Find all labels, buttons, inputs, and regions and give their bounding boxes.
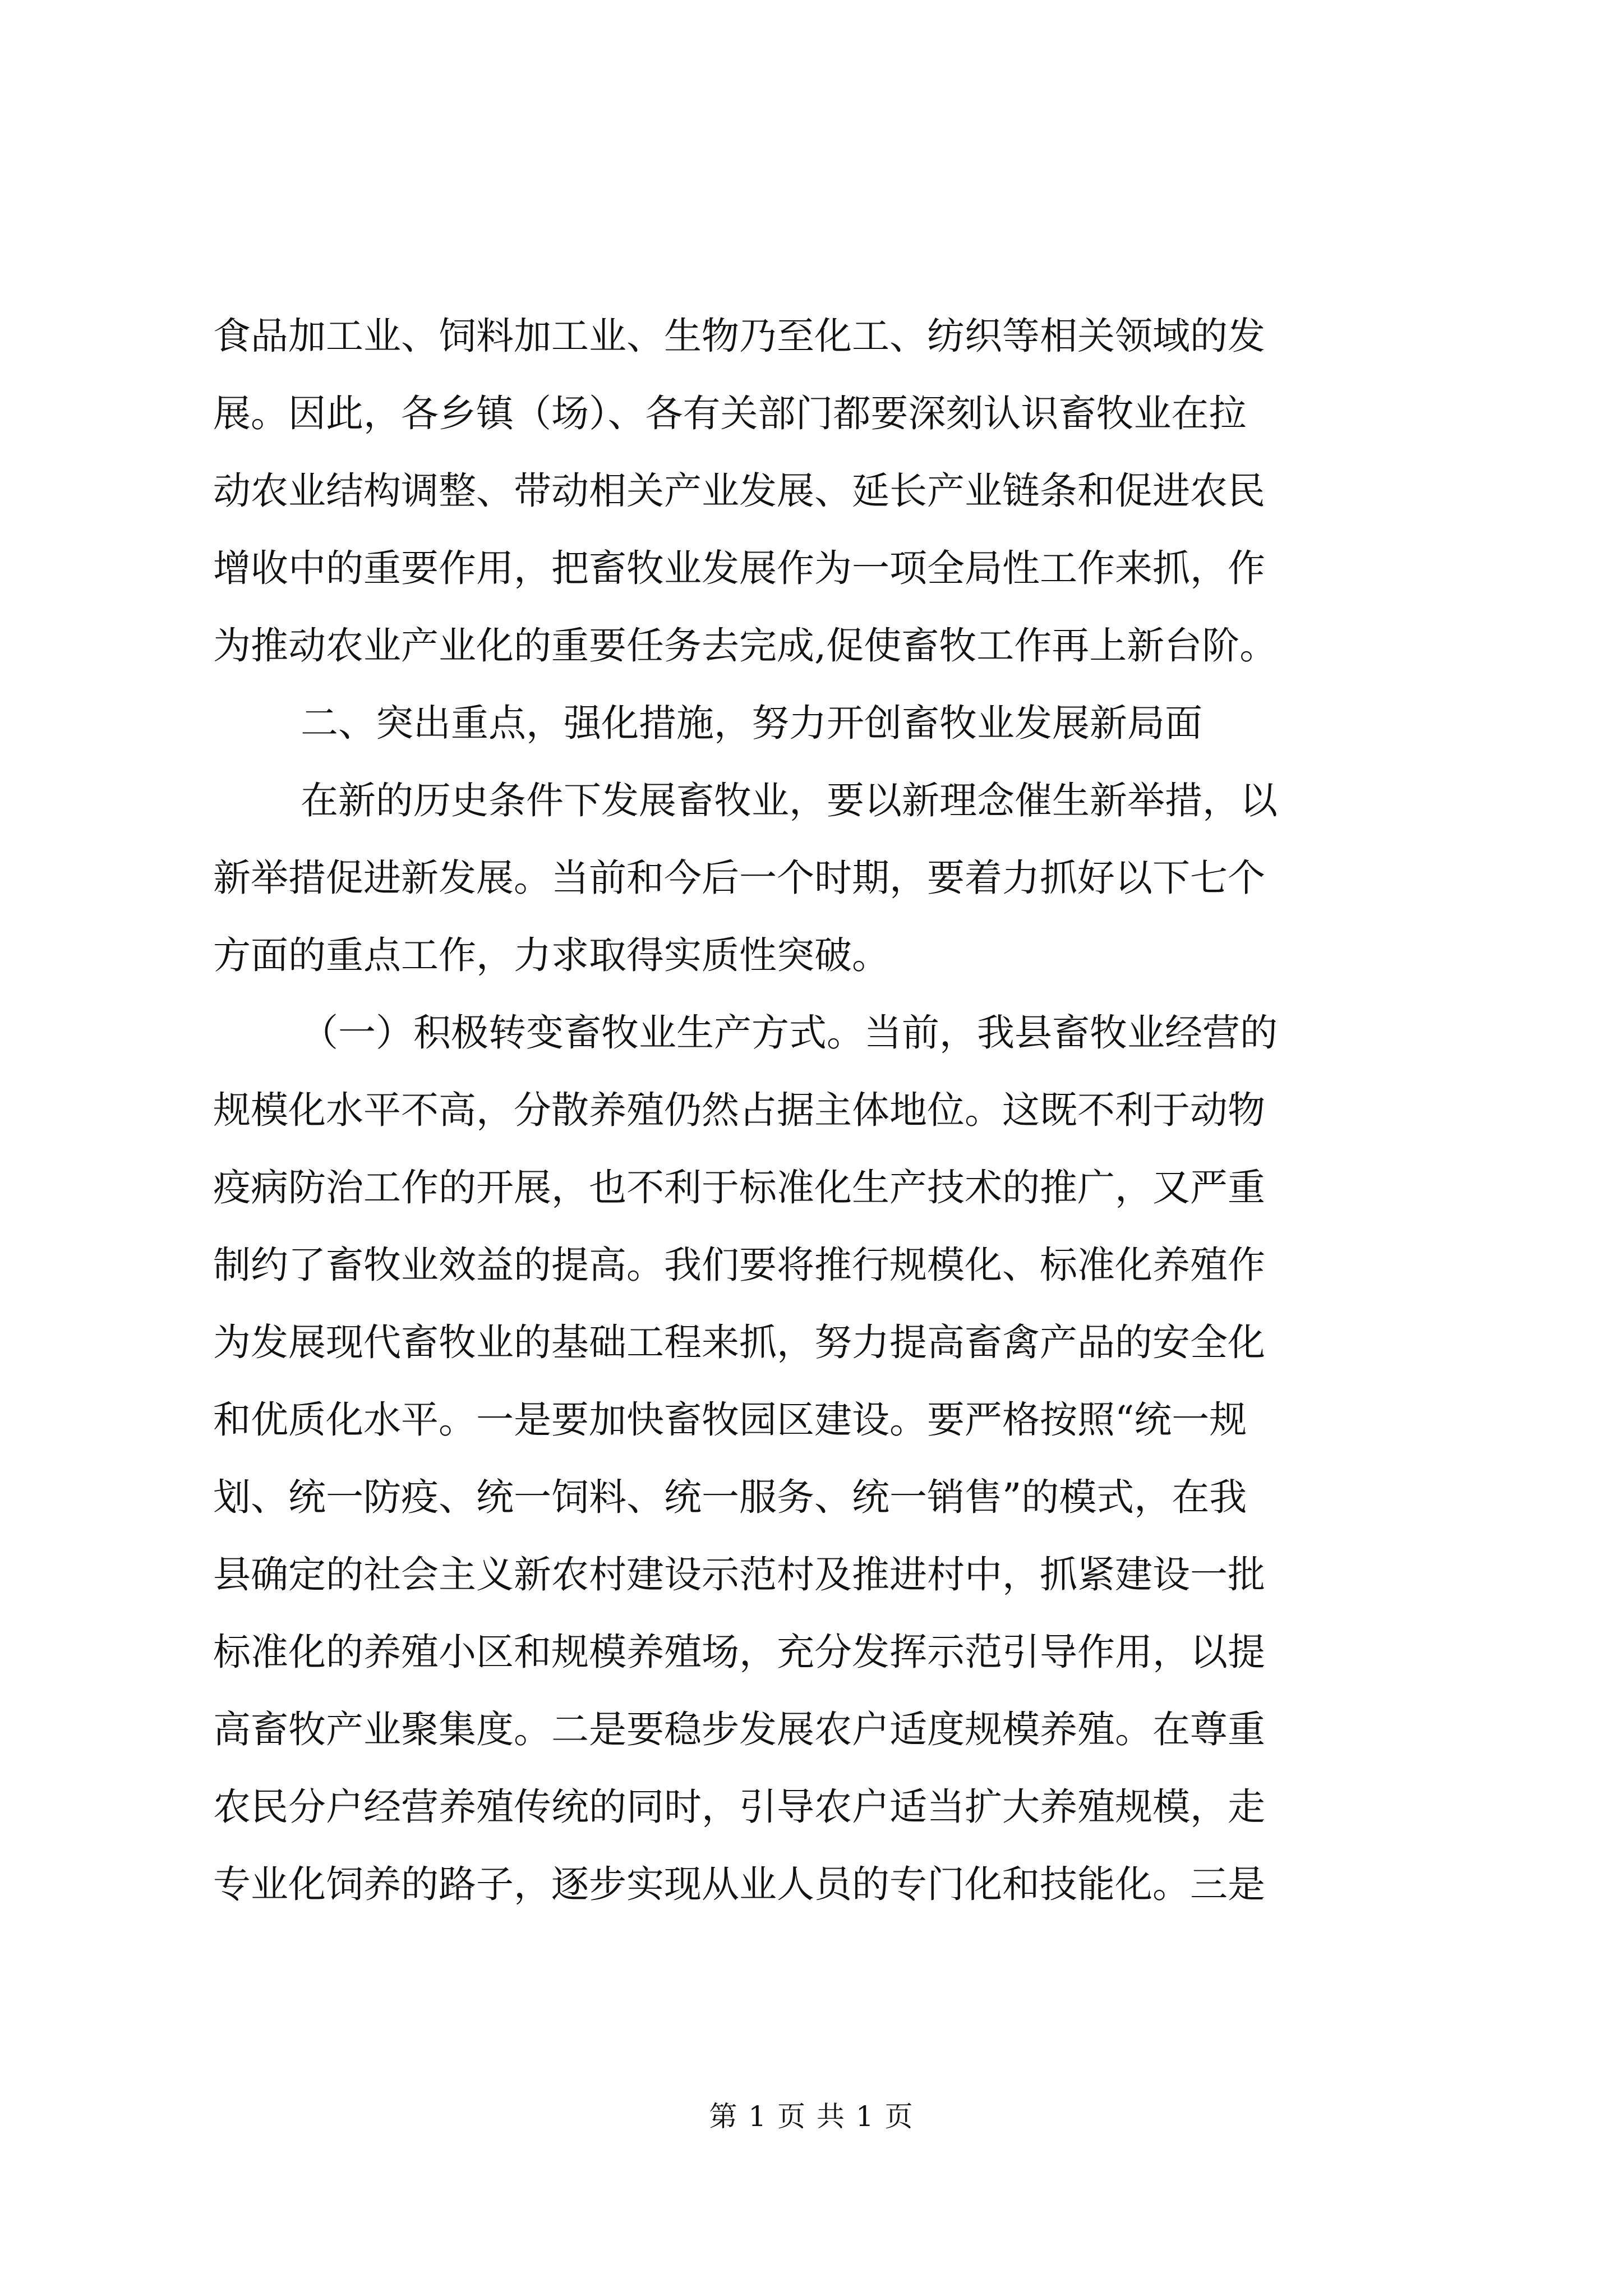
body-line-18: 标准化的养殖小区和规模养殖场，充分发挥示范引导作用，以提	[213, 1630, 1265, 1674]
body-line-2: 展。因此，各乡镇（场）、各有关部门都要深刻认识畜牧业在拉	[213, 392, 1247, 435]
document-body	[213, 297, 1424, 1923]
body-line-8: 新举措促进新发展。当前和今后一个时期，要着力抓好以下七个	[213, 856, 1265, 900]
body-line-14: 为发展现代畜牧业的基础工程来抓，努力提高畜禽产品的安全化	[213, 1320, 1265, 1364]
body-line-21: 专业化饲养的路子，逐步实现从业人员的专门化和技能化。三是	[213, 1862, 1265, 1906]
body-line-15: 和优质化水平。一是要加快畜牧园区建设。要严格按照“统一规	[213, 1398, 1247, 1442]
body-line-10: （一）积极转变畜牧业生产方式。当前，我县畜牧业经营的	[301, 1011, 1278, 1055]
body-line-11: 规模化水平不高，分散养殖仍然占据主体地位。这既不利于动物	[213, 1088, 1265, 1132]
body-line-12: 疫病防治工作的开展，也不利于标准化生产技术的推广，又严重	[213, 1166, 1265, 1209]
body-line-4: 增收中的重要作用，把畜牧业发展作为一项全局性工作来抓，作	[213, 546, 1265, 590]
body-line-9: 方面的重点工作，力求取得实质性突破。	[213, 933, 889, 977]
body-line-1: 食品加工业、饲料加工业、生物乃至化工、纺织等相关领域的发	[213, 314, 1265, 358]
page-footer: 第 1 页 共 1 页	[709, 2100, 914, 2133]
body-line-3: 动农业结构调整、带动相关产业发展、延长产业链条和促进农民	[213, 469, 1265, 513]
body-line-7: 在新的历史条件下发展畜牧业，要以新理念催生新举措，以	[301, 779, 1278, 822]
body-line-16: 划、统一防疫、统一饲料、统一服务、统一销售”的模式，在我	[213, 1475, 1247, 1519]
body-line-5: 为推动农业产业化的重要任务去完成,促使畜牧工作再上新台阶。	[213, 624, 1278, 668]
body-line-17: 县确定的社会主义新农村建设示范村及推进村中，抓紧建设一批	[213, 1553, 1265, 1596]
body-line-20: 农民分户经营养殖传统的同时，引导农户适当扩大养殖规模，走	[213, 1785, 1265, 1829]
section-heading: 二、突出重点，强化措施，努力开创畜牧业发展新局面	[301, 701, 1202, 745]
body-line-13: 制约了畜牧业效益的提高。我们要将推行规模化、标准化养殖作	[213, 1243, 1265, 1287]
body-line-19: 高畜牧产业聚集度。二是要稳步发展农户适度规模养殖。在尊重	[213, 1708, 1265, 1751]
